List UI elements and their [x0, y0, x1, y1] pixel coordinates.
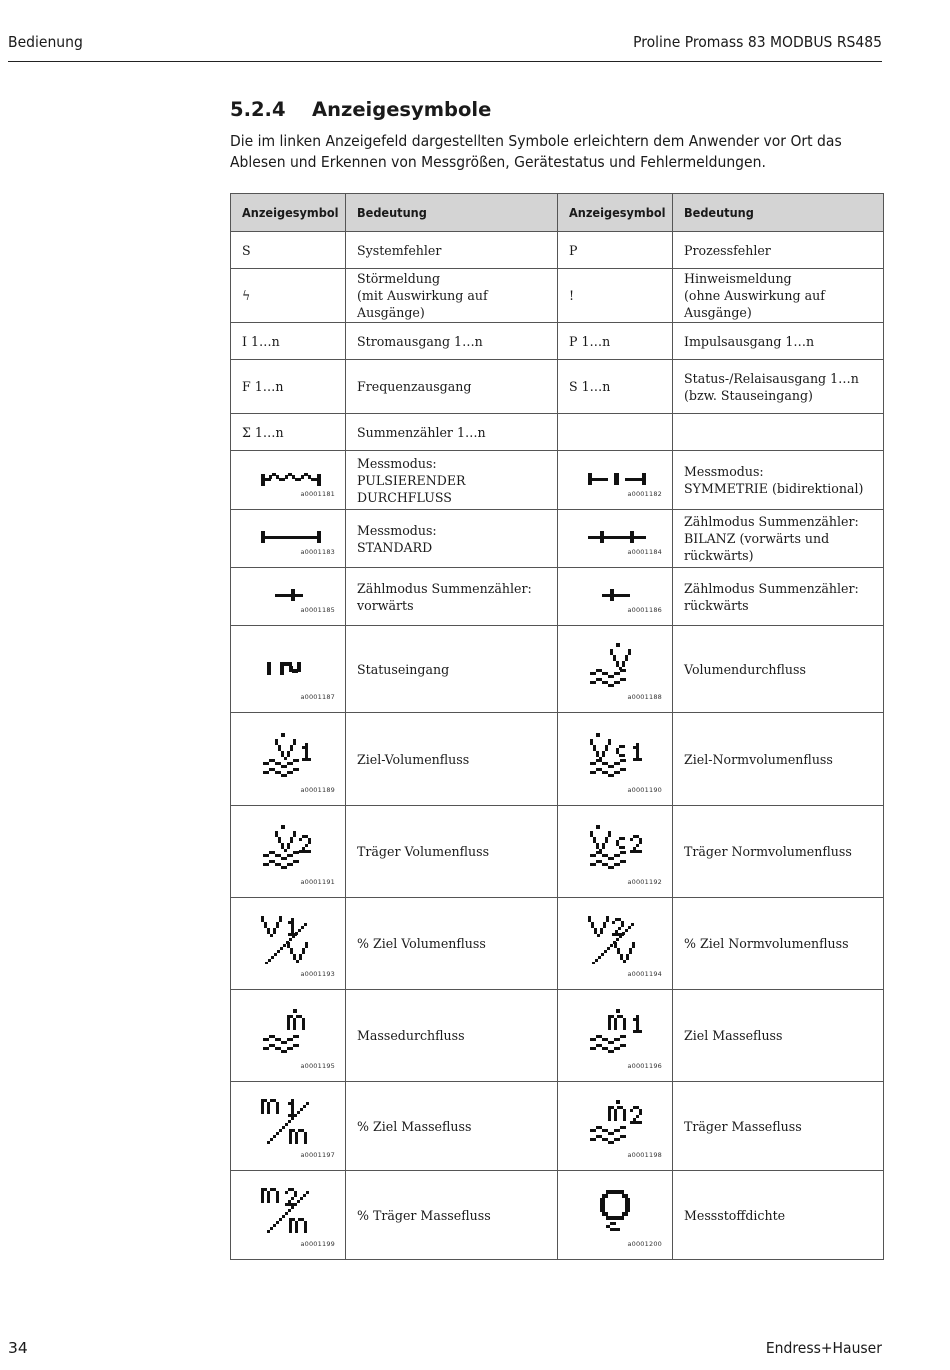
meaning-cell: [346, 568, 558, 626]
table-row: [231, 806, 884, 898]
meaning-cell: [673, 269, 884, 323]
meaning-cell: [673, 510, 884, 568]
column-header: Anzeigesymbol: [558, 194, 673, 232]
carrier-volume-flow-icon: [261, 825, 317, 871]
figure-code: a0001186: [627, 606, 662, 614]
meaning-text: Hinweismeldung: [684, 271, 792, 286]
figure-code: a0001182: [627, 490, 662, 498]
reverse-count-icon: [602, 587, 630, 603]
symbol-text: P: [569, 242, 578, 258]
meaning-cell: [673, 232, 884, 269]
column-header: Bedeutung: [346, 194, 558, 232]
balance-icon: [588, 529, 646, 545]
symbol-cell: [558, 414, 673, 451]
meaning-text: Prozessfehler: [684, 242, 771, 258]
symbol-cell: [558, 568, 673, 626]
figure-code: a0001194: [627, 970, 662, 978]
meaning-text: (mit Auswirkung auf Ausgänge): [357, 288, 488, 320]
meaning-text: PULSIERENDER DURCHFLUSS: [357, 472, 466, 505]
header-chapter: Bedienung: [8, 33, 83, 51]
meaning-cell: [673, 713, 884, 806]
meaning-text: (ohne Auswirkung auf Ausgänge): [684, 288, 825, 320]
meaning-text: Statuseingang: [357, 661, 450, 677]
meaning-cell: [673, 990, 884, 1082]
table-row: [231, 1171, 884, 1260]
symbol-cell: [231, 510, 346, 568]
meaning-cell: [346, 269, 558, 323]
figure-code: a0001200: [627, 1240, 662, 1248]
meaning-cell: [673, 451, 884, 510]
meaning-cell: [346, 898, 558, 990]
percent-carrier-mass-flow-icon: [261, 1188, 313, 1236]
table-row: [231, 323, 884, 360]
meaning-cell: [673, 898, 884, 990]
symbol-text: Σ 1…n: [242, 424, 284, 440]
symbol-table: [230, 193, 884, 1260]
figure-code: a0001185: [300, 606, 335, 614]
meaning-text: SYMMETRIE (bidirektional): [684, 481, 864, 496]
section-title: Anzeigesymbole: [312, 98, 492, 121]
symbol-cell: [558, 323, 673, 360]
meaning-text: Träger Volumenfluss: [357, 844, 490, 859]
volume-flow-icon: [588, 643, 638, 689]
meaning-cell: [346, 1171, 558, 1260]
table-row: [231, 232, 884, 269]
meaning-cell: [673, 360, 884, 414]
meaning-text: Stromausgang 1…n: [357, 333, 483, 349]
meaning-text: Träger Massefluss: [684, 1118, 802, 1134]
table-row: [231, 568, 884, 626]
figure-code: a0001181: [300, 490, 335, 498]
symbol-text: I 1…n: [242, 333, 280, 349]
meaning-cell: [346, 626, 558, 713]
meaning-text: Systemfehler: [357, 242, 442, 258]
figure-code: a0001198: [627, 1151, 662, 1159]
meaning-cell: [673, 1082, 884, 1171]
symbol-cell: [231, 232, 346, 269]
meaning-text: Frequenzausgang: [357, 379, 472, 394]
symbol-cell: [558, 510, 673, 568]
symbol-text: F 1…n: [242, 379, 284, 394]
meaning-cell: [673, 414, 884, 451]
symbol-cell: [231, 1171, 346, 1260]
table-row: [231, 414, 884, 451]
meaning-text: Messmodus:: [684, 464, 764, 479]
meaning-text: Ziel-Volumenfluss: [357, 751, 470, 767]
symbol-cell: [558, 898, 673, 990]
meaning-cell: [346, 990, 558, 1082]
meaning-cell: [346, 713, 558, 806]
symbol-cell: [558, 806, 673, 898]
figure-code: a0001192: [627, 878, 662, 886]
table-row: [231, 898, 884, 990]
meaning-text: Zählmodus Summenzähler:: [684, 580, 859, 596]
meaning-cell: [346, 510, 558, 568]
meaning-text: % Ziel Volumenfluss: [357, 936, 486, 951]
figure-code: a0001199: [300, 1240, 335, 1248]
symbol-cell: [558, 626, 673, 713]
figure-code: a0001189: [300, 786, 335, 794]
symbol-cell: [231, 269, 346, 323]
meaning-text: Ziel-Normvolumenfluss: [684, 751, 833, 767]
symbol-cell: [231, 451, 346, 510]
symbol-text: !: [569, 288, 575, 303]
meaning-cell: [346, 360, 558, 414]
meaning-cell: [346, 414, 558, 451]
figure-code: a0001195: [300, 1062, 335, 1070]
carrier-mass-flow-icon: [588, 1100, 644, 1146]
percent-target-volume-flow-icon: [261, 916, 311, 964]
meaning-text: Träger Normvolumenfluss: [684, 844, 852, 859]
meaning-text: % Träger Massefluss: [357, 1207, 491, 1223]
meaning-text: % Ziel Normvolumenfluss: [684, 936, 849, 951]
meaning-text: Summenzähler 1…n: [357, 424, 486, 440]
table-header-row: [231, 194, 884, 232]
intro-paragraph: Die im linken Anzeigefeld dargestellten Symbole erleichtern dem Anwender vor Ort das Ablesen und Erkennen von Messgrößen, Gerätestatus und Fehlermeldungen.: [230, 132, 842, 171]
section-number: 5.2.4: [230, 98, 286, 121]
symbol-cell: [231, 806, 346, 898]
figure-code: a0001197: [300, 1151, 335, 1159]
forward-count-icon: [275, 587, 303, 603]
table-row: [231, 713, 884, 806]
meaning-text: Störmeldung: [357, 271, 441, 286]
symbol-cell: [231, 414, 346, 451]
meaning-text: Zählmodus Summenzähler:: [357, 580, 532, 596]
symbol-text: S 1…n: [569, 379, 611, 394]
symbol-cell: [558, 713, 673, 806]
figure-code: a0001190: [627, 786, 662, 794]
meaning-cell: [346, 451, 558, 510]
meaning-cell: [346, 232, 558, 269]
meaning-cell: [346, 323, 558, 360]
meaning-cell: [673, 1171, 884, 1260]
meaning-text: (bzw. Stauseingang): [684, 387, 813, 403]
meaning-cell: [346, 806, 558, 898]
header-product: Proline Promass 83 MODBUS RS485: [633, 33, 882, 51]
percent-target-mass-flow-icon: [261, 1099, 313, 1147]
symbol-cell: [558, 360, 673, 414]
symbol-cell: [231, 713, 346, 806]
meaning-text: Status-/Relaisausgang 1…n: [684, 370, 859, 386]
meaning-text: Messmodus:: [357, 455, 437, 471]
column-header: Bedeutung: [673, 194, 884, 232]
symbol-cell: [558, 451, 673, 510]
column-header: Anzeigesymbol: [231, 194, 346, 232]
symbol-cell: [558, 1082, 673, 1171]
symmetry-icon: [588, 471, 646, 487]
target-corrected-volume-flow-icon: [588, 733, 644, 779]
symbol-cell: [231, 360, 346, 414]
figure-code: a0001187: [300, 693, 335, 701]
symbol-text: ϟ: [242, 288, 251, 303]
target-mass-flow-icon: [588, 1009, 644, 1055]
meaning-cell: [673, 568, 884, 626]
meaning-text: Massedurchfluss: [357, 1028, 465, 1043]
symbol-text: S: [242, 242, 251, 258]
running-header: [8, 33, 882, 62]
symbol-text: P 1…n: [569, 333, 611, 349]
mass-flow-icon: [261, 1009, 311, 1055]
carrier-corrected-volume-flow-icon: [588, 825, 644, 871]
section-heading: [230, 98, 491, 121]
figure-code: a0001191: [300, 878, 335, 886]
page-number: 34: [8, 1339, 28, 1357]
figure-code: a0001184: [627, 548, 662, 556]
meaning-cell: [673, 323, 884, 360]
symbol-cell: [558, 232, 673, 269]
symbol-cell: [558, 990, 673, 1082]
symbol-cell: [558, 269, 673, 323]
meaning-text: % Ziel Massefluss: [357, 1118, 472, 1134]
table-row: [231, 451, 884, 510]
meaning-text: Messstoffdichte: [684, 1207, 786, 1223]
figure-code: a0001188: [627, 693, 662, 701]
symbol-cell: [231, 1082, 346, 1171]
symbol-cell: [231, 323, 346, 360]
meaning-text: BILANZ (vorwärts und rückwärts): [684, 531, 830, 563]
table-row: [231, 990, 884, 1082]
meaning-cell: [673, 806, 884, 898]
figure-code: a0001183: [300, 548, 335, 556]
meaning-text: Messmodus:: [357, 522, 437, 538]
meaning-text: Zählmodus Summenzähler:: [684, 514, 859, 529]
meaning-text: STANDARD: [357, 539, 433, 555]
table-row: [231, 1082, 884, 1171]
table-row: [231, 360, 884, 414]
brand-name: Endress+Hauser: [765, 1339, 882, 1357]
density-icon: [600, 1190, 634, 1234]
meaning-text: rückwärts: [684, 597, 749, 613]
meaning-text: Ziel Massefluss: [684, 1028, 783, 1043]
standard-mode-icon: [261, 529, 321, 545]
symbol-cell: [231, 898, 346, 990]
symbol-cell: [231, 626, 346, 713]
figure-code: a0001196: [627, 1062, 662, 1070]
meaning-cell: [673, 626, 884, 713]
meaning-cell: [346, 1082, 558, 1171]
figure-code: a0001193: [300, 970, 335, 978]
status-input-icon: [267, 660, 309, 676]
symbol-cell: [558, 1171, 673, 1260]
meaning-text: Volumendurchfluss: [684, 661, 806, 677]
target-volume-flow-icon: [261, 733, 317, 779]
meaning-text: vorwärts: [357, 597, 414, 613]
symbol-cell: [231, 990, 346, 1082]
table-row: [231, 269, 884, 323]
meaning-text: Impulsausgang 1…n: [684, 333, 815, 349]
table-row: [231, 510, 884, 568]
percent-target-corrected-volume-flow-icon: [588, 916, 638, 964]
table-row: [231, 626, 884, 713]
symbol-cell: [231, 568, 346, 626]
